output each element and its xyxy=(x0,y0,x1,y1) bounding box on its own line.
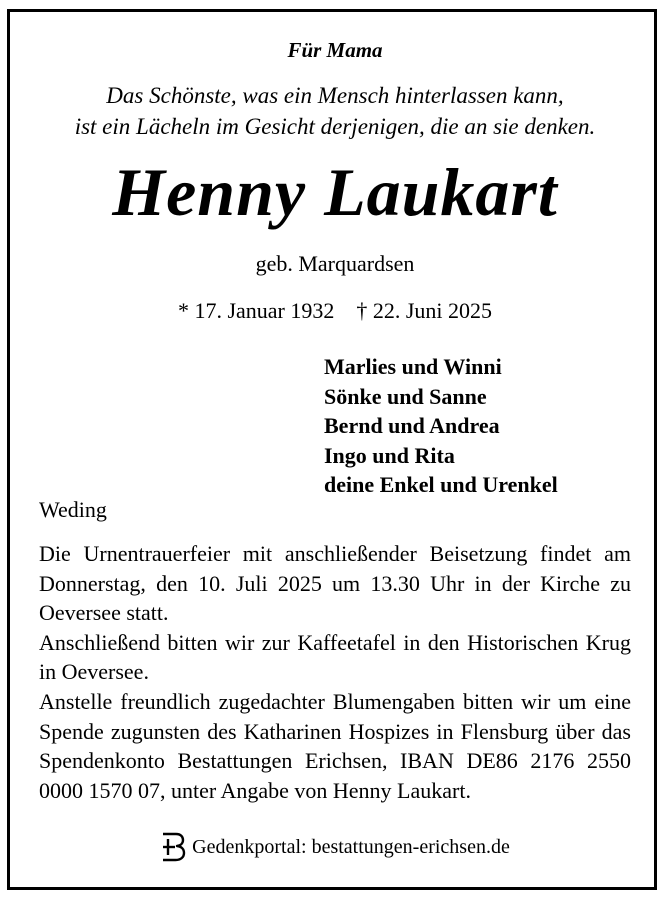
location: Weding xyxy=(39,497,107,522)
motto-line: Das Schönste, was ein Mensch hinterlassen kann, xyxy=(106,83,564,108)
donation-paragraph: Anstelle freundlich zugedachter Blumengaben bitten wir um eine Spende zugunsten des Katharinen Hospizes in Flensburg über das Spendenkonto Bestattungen Erichsen, IBAN DE86 2176 2550 0000 1570 07, unter Angabe von Henny Laukart. xyxy=(39,688,631,803)
motto xyxy=(0,80,670,142)
reception-paragraph: Anschließend bitten wir zur Kaffeetafel in den Historischen Krug in Oeversee. xyxy=(39,629,631,685)
announcement-text xyxy=(39,539,631,805)
portal-text: Gedenkportal: bestattungen-erichsen.de xyxy=(192,835,510,858)
maiden-name: geb. Marquardsen xyxy=(255,251,415,276)
motto-line: ist ein Lächeln im Gesicht derjenigen, die an sie denken. xyxy=(74,114,596,139)
deceased-name: Henny Laukart xyxy=(112,154,558,230)
life-dates xyxy=(0,298,670,324)
dedication: Für Mama xyxy=(287,38,383,62)
mourners-list xyxy=(324,352,558,500)
birth-date: * 17. Januar 1932 xyxy=(177,298,335,323)
erichsen-logo-icon xyxy=(160,832,186,862)
mourner: Marlies und Winni xyxy=(324,354,502,379)
mourner: deine Enkel und Urenkel xyxy=(324,472,558,497)
mourner: Sönke und Sanne xyxy=(324,383,487,409)
ceremony-paragraph: Die Urnentrauerfeier mit anschließender Beisetzung findet am Donnerstag, den 10. Juli 2025 um 13.30 Uhr in der Kirche zu Oeversee statt. xyxy=(39,541,631,626)
death-date: † 22. Juni 2025 xyxy=(356,298,493,323)
mourner: Bernd und Andrea xyxy=(324,413,500,438)
mourner: Ingo und Rita xyxy=(324,442,455,468)
memorial-portal xyxy=(0,832,670,862)
